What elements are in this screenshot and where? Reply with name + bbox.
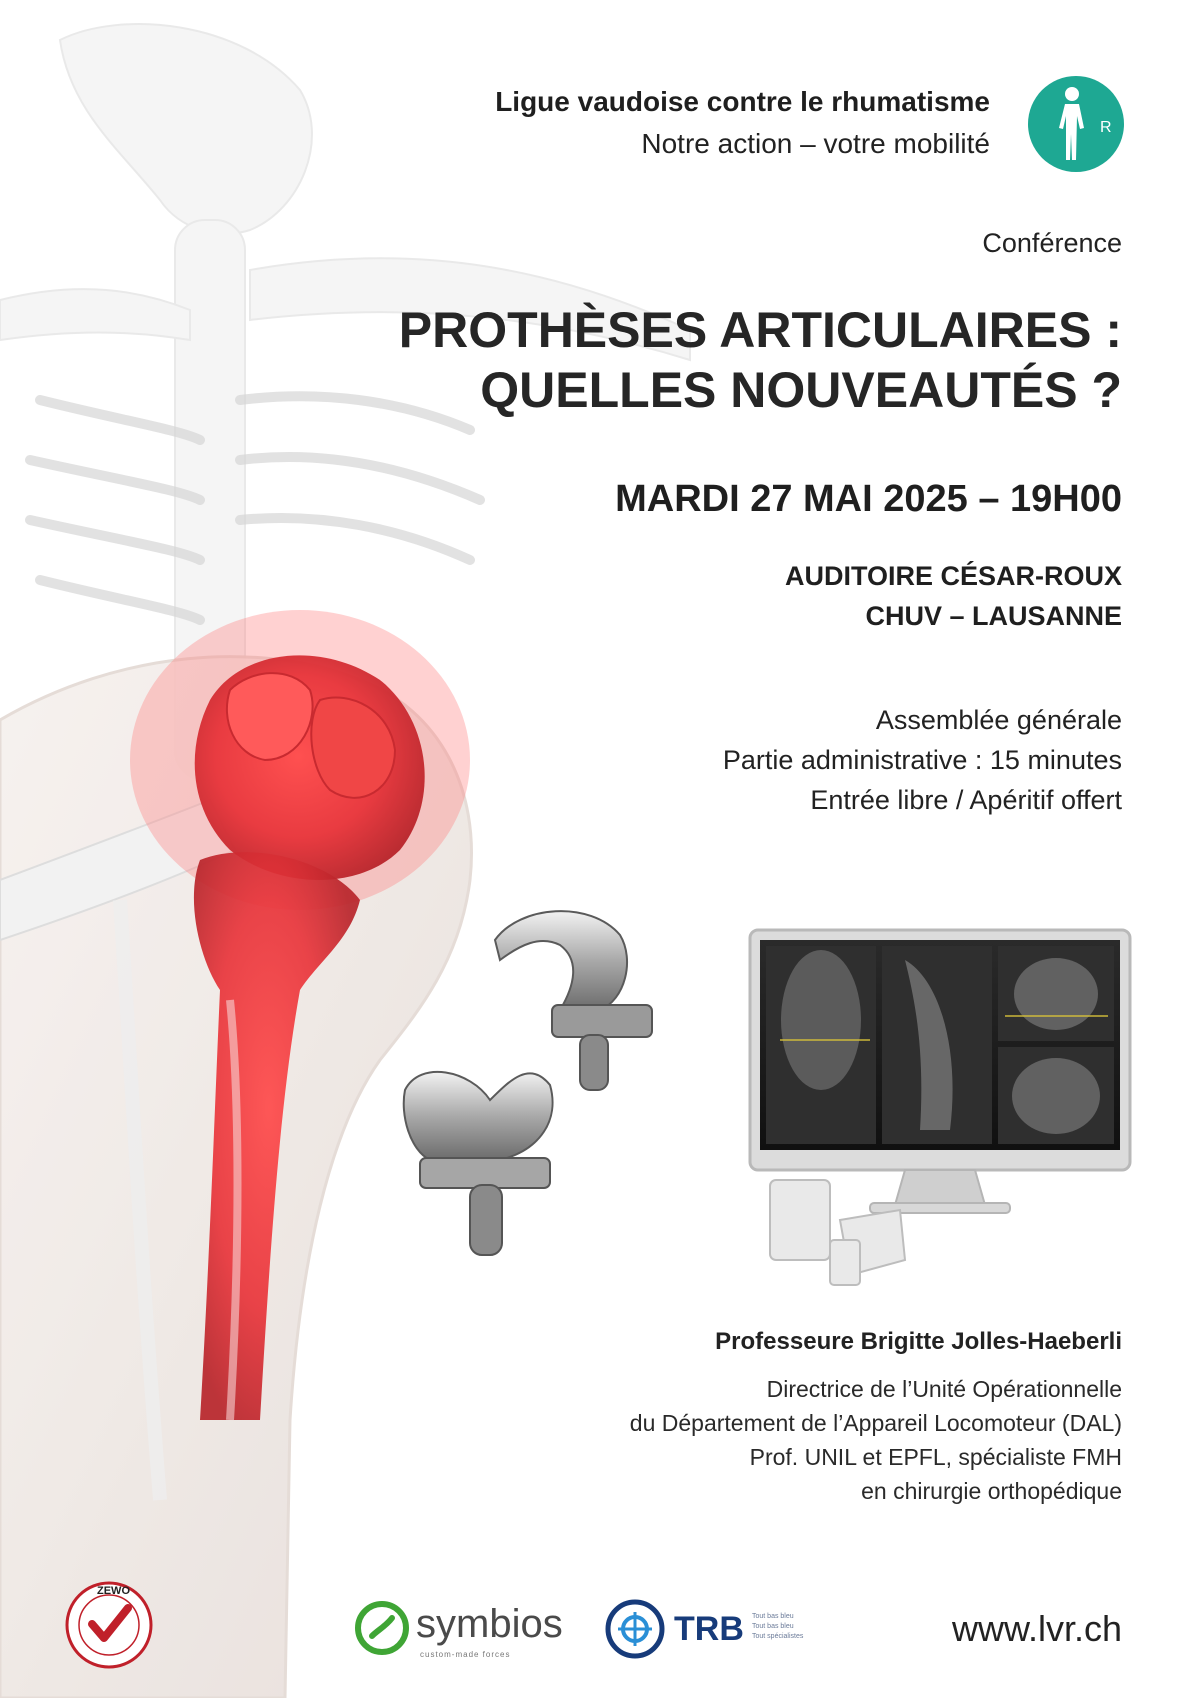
trb-tagline-line: Tout bas bleu: [752, 1613, 794, 1620]
trb-logo: [604, 1598, 824, 1664]
info-line: Partie administrative : 15 minutes: [722, 745, 1122, 775]
info-line: Assemblée générale: [875, 705, 1122, 735]
speaker-role-line: Directrice de l’Unité Opérationnelle: [766, 1376, 1122, 1402]
zewo-seal-logo: [64, 1580, 154, 1670]
speaker-role-line: en chirurgie orthopédique: [861, 1478, 1122, 1504]
event-date-time: MARDI 27 MAI 2025 – 19H00: [615, 478, 1122, 520]
trb-tagline-line: Tout spécialistes: [752, 1633, 804, 1640]
organization-tagline: Notre action – votre mobilité: [641, 128, 990, 159]
venue-line1: AUDITOIRE CÉSAR-ROUX: [784, 561, 1122, 591]
venue-line2: CHUV – LAUSANNE: [865, 601, 1122, 631]
trb-tagline: [752, 1612, 822, 1642]
zewo-label: ZEWO: [97, 1585, 130, 1597]
event-info: [500, 700, 1122, 820]
trb-wordmark: TRB: [674, 1610, 744, 1648]
info-line: Entrée libre / Apéritif offert: [810, 785, 1122, 815]
symbios-logo: [354, 1600, 594, 1664]
event-title-line2: QUELLES NOUVEAUTÉS ?: [480, 362, 1122, 418]
symbios-wordmark: symbios: [416, 1602, 563, 1646]
lvr-logo: [1028, 76, 1124, 172]
speaker-name: Professeure Brigitte Jolles-Haeberli: [715, 1328, 1122, 1355]
logo-letter: R: [1100, 119, 1112, 136]
event-title-line1: PROTHÈSES ARTICULAIRES :: [398, 302, 1122, 358]
event-title: [160, 300, 1122, 420]
speaker-role: [360, 1372, 1122, 1508]
speaker-role-line: du Département de l’Appareil Locomoteur (DAL): [629, 1410, 1122, 1436]
event-kicker: Conférence: [982, 228, 1122, 258]
trb-globe-icon: [604, 1598, 666, 1660]
event-venue: [500, 556, 1122, 636]
speaker-role-line: Prof. UNIL et EPFL, spécialiste FMH: [749, 1444, 1122, 1470]
trb-tagline-line: Tout bas bleu: [752, 1623, 794, 1630]
human-figure-icon: [1028, 76, 1124, 172]
symbios-subtitle: custom-made forces: [420, 1650, 511, 1659]
organization-name: Ligue vaudoise contre le rhumatisme: [495, 86, 990, 117]
symbios-mark-icon: [354, 1600, 410, 1656]
website-link[interactable]: www.lvr.ch: [951, 1608, 1122, 1649]
